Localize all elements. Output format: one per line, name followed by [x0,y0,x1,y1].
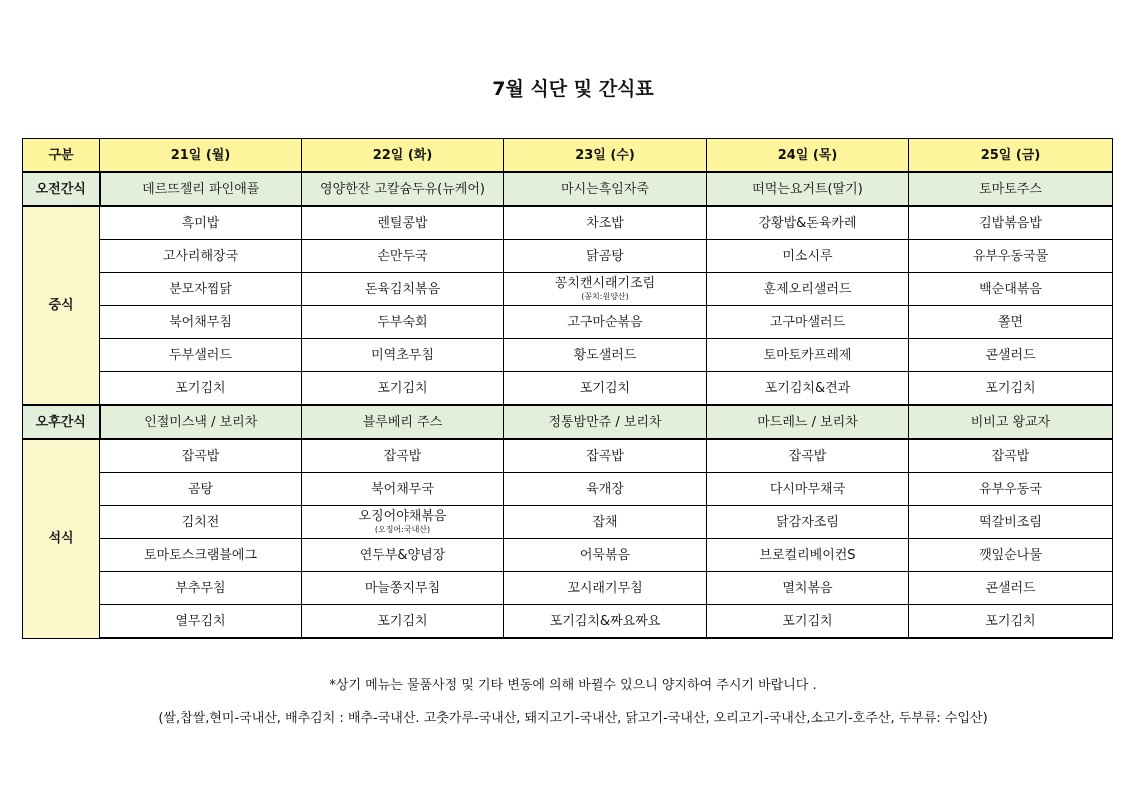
header-day: 24일 (목) [707,139,909,173]
menu-cell: 훈제오리샐러드 [707,273,909,306]
lunch-label: 중식 [23,206,100,405]
menu-cell: 포기김치 [909,372,1113,406]
menu-cell: 영양한잔 고칼슘두유(뉴케어) [302,172,504,206]
lunch-row [23,240,1113,273]
menu-cell: 정통밤만쥬 / 보리차 [504,405,707,439]
menu-cell: 미소시루 [707,240,909,273]
menu-cell: 강황밥&돈육카레 [707,206,909,240]
menu-cell: 마드레느 / 보리차 [707,405,909,439]
dinner-row [23,506,1113,539]
menu-table [22,138,1113,639]
menu-cell: 다시마무채국 [707,473,909,506]
menu-cell: 포기김치&짜요짜요 [504,605,707,639]
menu-cell: 브로컬리베이컨S [707,539,909,572]
menu-cell: 손만두국 [302,240,504,273]
menu-cell: 어묵볶음 [504,539,707,572]
menu-cell: 포기김치 [302,605,504,639]
menu-cell: 곰탕 [100,473,302,506]
menu-cell-with-note [302,506,504,539]
menu-cell: 잡곡밥 [504,439,707,473]
menu-cell: 포기김치 [707,605,909,639]
menu-cell: 콘샐러드 [909,572,1113,605]
menu-cell: 토마토스크램블에그 [100,539,302,572]
origin-notice: (쌀,찹쌀,현미-국내산, 배추김치 : 배추-국내산. 고춧가루-국내산, 돼지고기-국내산, 닭고기-국내산, 오리고기-국내산,소고기-호주산, 두부류: 수입산) [158,711,988,726]
menu-cell: 김치전 [100,506,302,539]
menu-cell: 멸치볶음 [707,572,909,605]
menu-cell-with-note [504,273,707,306]
menu-cell: 마늘쫑지무침 [302,572,504,605]
header-day: 25일 (금) [909,139,1113,173]
dinner-row [23,439,1113,473]
morning-snack-row [23,172,1113,206]
dinner-row [23,539,1113,572]
menu-cell: 잡곡밥 [100,439,302,473]
afternoon-snack-row [23,405,1113,439]
menu-cell: 두부샐러드 [100,339,302,372]
page-title: 7월 식단 및 간식표 [492,78,654,100]
menu-cell: 포기김치 [504,372,707,406]
menu-cell: 북어채무침 [100,306,302,339]
lunch-row [23,273,1113,306]
morning-snack-label: 오전간식 [23,172,100,206]
menu-cell: 포기김치 [909,605,1113,639]
menu-cell: 부추무침 [100,572,302,605]
menu-item: 꽁치캔시래기조림 [554,276,656,291]
menu-cell: 두부숙회 [302,306,504,339]
menu-cell: 고구마샐러드 [707,306,909,339]
menu-cell: 쫄면 [909,306,1113,339]
menu-cell: 차조밥 [504,206,707,240]
menu-cell: 렌틸콩밥 [302,206,504,240]
dinner-label: 석식 [23,439,100,638]
menu-cell: 육개장 [504,473,707,506]
menu-cell: 포기김치 [302,372,504,406]
lunch-row [23,306,1113,339]
menu-cell: 유부우동국물 [909,240,1113,273]
menu-cell: 고사리해장국 [100,240,302,273]
menu-cell: 포기김치&견과 [707,372,909,406]
menu-cell: 분모자찜닭 [100,273,302,306]
menu-cell: 잡곡밥 [909,439,1113,473]
header-day: 21일 (월) [100,139,302,173]
menu-cell: 백순대볶음 [909,273,1113,306]
menu-cell: 미역초무침 [302,339,504,372]
menu-cell: 떡갈비조림 [909,506,1113,539]
menu-cell: 황도샐러드 [504,339,707,372]
menu-cell: 잡곡밥 [302,439,504,473]
header-day: 23일 (수) [504,139,707,173]
menu-cell: 닭감자조림 [707,506,909,539]
menu-cell: 꼬시래기무침 [504,572,707,605]
menu-cell: 콘샐러드 [909,339,1113,372]
menu-cell: 토마토카프레제 [707,339,909,372]
menu-item: 오징어야채볶음 [358,509,447,524]
menu-cell: 돈육김치볶음 [302,273,504,306]
menu-cell: 닭곰탕 [504,240,707,273]
menu-cell: 잡곡밥 [707,439,909,473]
dinner-row [23,605,1113,639]
menu-cell: 깻잎순나물 [909,539,1113,572]
change-notice: *상기 메뉴는 물품사정 및 기타 변동에 의해 바뀔수 있으니 양지하여 주시기 바랍니다 . [329,678,817,693]
lunch-row [23,372,1113,406]
menu-cell: 떠먹는요거트(딸기) [707,172,909,206]
menu-cell: 열무김치 [100,605,302,639]
menu-cell: 데르뜨젤리 파인애플 [100,172,302,206]
header-category: 구분 [23,139,100,173]
menu-cell: 흑미밥 [100,206,302,240]
menu-cell: 유부우동국 [909,473,1113,506]
menu-cell: 인절미스낵 / 보리차 [100,405,302,439]
menu-cell: 포기김치 [100,372,302,406]
menu-cell: 토마토주스 [909,172,1113,206]
menu-cell: 마시는흑임자죽 [504,172,707,206]
menu-cell: 연두부&양념장 [302,539,504,572]
lunch-row [23,206,1113,240]
menu-cell: 잡채 [504,506,707,539]
origin-note: (오징어:국내산) [374,525,431,534]
menu-cell: 블루베리 주스 [302,405,504,439]
menu-cell: 비비고 왕교자 [909,405,1113,439]
menu-cell: 북어채무국 [302,473,504,506]
dinner-row [23,473,1113,506]
dinner-row [23,572,1113,605]
lunch-row [23,339,1113,372]
afternoon-snack-label: 오후간식 [23,405,100,439]
header-day: 22일 (화) [302,139,504,173]
menu-cell: 고구마순볶음 [504,306,707,339]
menu-cell: 김밥볶음밥 [909,206,1113,240]
origin-note: (꽁치:원양산) [581,292,629,301]
header-row [23,139,1113,173]
